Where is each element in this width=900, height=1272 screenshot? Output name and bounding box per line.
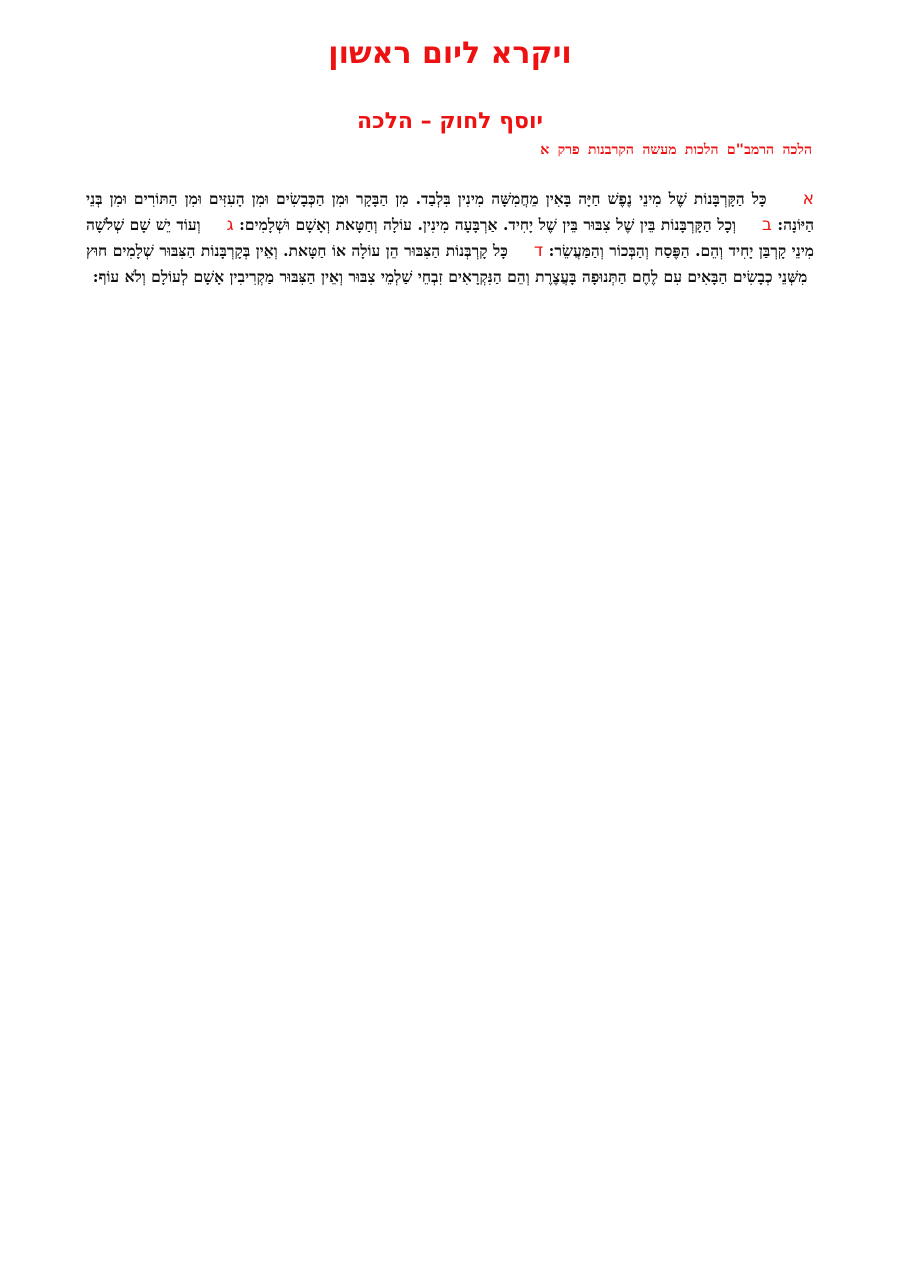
halacha-body bbox=[86, 186, 814, 290]
page-title: ויקרא ליום ראשון bbox=[328, 36, 572, 71]
halacha-text: וְכָל הַקָּרְבָּנוֹת בֵּין שֶׁל צִבּוּר בֵּין שֶׁל יָחִיד. אַרְבָּעָה מִינִין. עוֹלָה וְחַטָּאת וְאָשָׁם וּשְׁלָמִים: bbox=[239, 215, 736, 234]
halacha-number: ג bbox=[226, 215, 234, 235]
halacha-text: וְעוֹד יֵשׁ שָׁם שְׁלֹשָׁה מִינֵי קָרְבַּן יָחִיד וְהֵם. הַפֶּסַח וְהַבְּכוֹר וְהַמַּעֲשֵׂר: bbox=[86, 215, 814, 260]
source-reference: הלכה הרמב"ם הלכות מעשה הקרבנות פרק א bbox=[540, 142, 812, 158]
page-subtitle: יוסף לחוק – הלכה bbox=[357, 109, 543, 134]
halacha-number: ד bbox=[533, 241, 544, 261]
halacha-text: כָּל קָרְבְּנוֹת הַצִּבּוּר הֵן עוֹלָה אוֹ חַטָּאת. וְאֵין בְּקָרְבָּנוֹת הַצִּבּוּר שְׁלָמִים חוּץ מִשְּׁנֵי כְבָשִׂים הַבָּאִים עִם לֶחֶם הַתְּנוּפָה בָּעֲצֶרֶת וְהֵם הַנִּקְרָאִים זִבְחֵי שַׁלְמֵי צִבּוּר וְאֵין הַצִּבּוּר מַקְרִיבִין אָשָׁם לְעוֹלָם וְלֹא עוֹף: bbox=[86, 241, 808, 286]
halacha-number: ב bbox=[762, 215, 772, 235]
halacha-number: א bbox=[802, 189, 814, 209]
halacha-text: כָּל הַקָּרְבָּנוֹת שֶׁל מִינֵי נֶפֶשׁ חַיָּה בָּאִין מֵחֲמִשָּׁה מִינִין בִּלְבַד. מִן הַבָּקָר וּמִן הַכְּבָשִׂים וּמִן הָעִזִּים וּמִן הַתּוֹרִים וּמִן בְּנֵי הַיּוֹנָה: bbox=[86, 189, 814, 234]
